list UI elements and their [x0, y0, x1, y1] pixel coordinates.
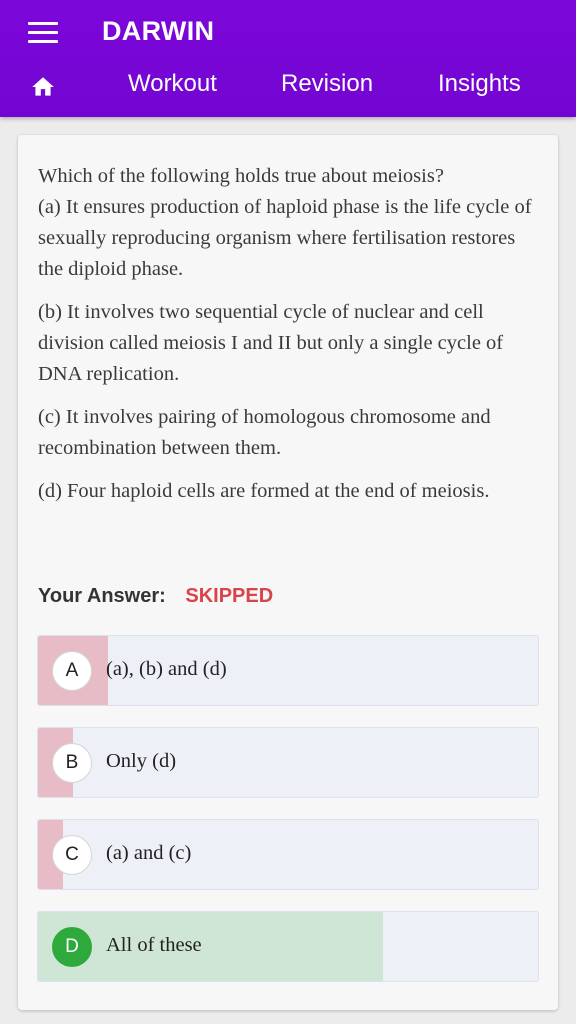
option-d[interactable]	[37, 911, 539, 982]
option-a-text: (a), (b) and (d)	[106, 658, 227, 680]
option-d-text: All of these	[106, 934, 202, 956]
option-d-letter: D	[52, 927, 92, 967]
question-text	[38, 161, 543, 519]
your-answer-label: Your Answer:	[38, 585, 166, 607]
app-title: DARWIN	[102, 16, 215, 46]
answer-status: SKIPPED	[185, 585, 274, 607]
option-c-text: (a) and (c)	[106, 842, 192, 864]
option-c-letter: C	[52, 835, 92, 875]
tab-revision[interactable]: Revision	[281, 70, 374, 97]
tab-insights[interactable]: Insights	[438, 70, 521, 97]
option-a[interactable]	[37, 635, 539, 706]
statement-b: (b) It involves two sequential cycle of nuclear and cell division called meiosis I and II but only a single cycle of DNA replication.	[38, 301, 504, 385]
your-answer-row	[38, 585, 273, 608]
app-bar	[0, 0, 576, 117]
statement-d: (d) Four haploid cells are formed at the end of meiosis.	[38, 480, 490, 502]
home-icon[interactable]	[30, 74, 56, 100]
option-b-letter: B	[52, 743, 92, 783]
tab-workout[interactable]: Workout	[128, 70, 217, 97]
menu-icon[interactable]	[28, 22, 58, 44]
question-card	[18, 135, 558, 1010]
option-c[interactable]	[37, 819, 539, 890]
option-b-text: Only (d)	[106, 750, 177, 772]
option-b[interactable]	[37, 727, 539, 798]
statement-a: (a) It ensures production of haploid phase is the life cycle of sexually reproducing organism where fertilisation restores the diploid phase.	[38, 196, 532, 280]
question-stem: Which of the following holds true about meiosis?	[38, 165, 444, 187]
option-a-letter: A	[52, 651, 92, 691]
statement-c: (c) It involves pairing of homologous chromosome and recombination between them.	[38, 406, 491, 459]
